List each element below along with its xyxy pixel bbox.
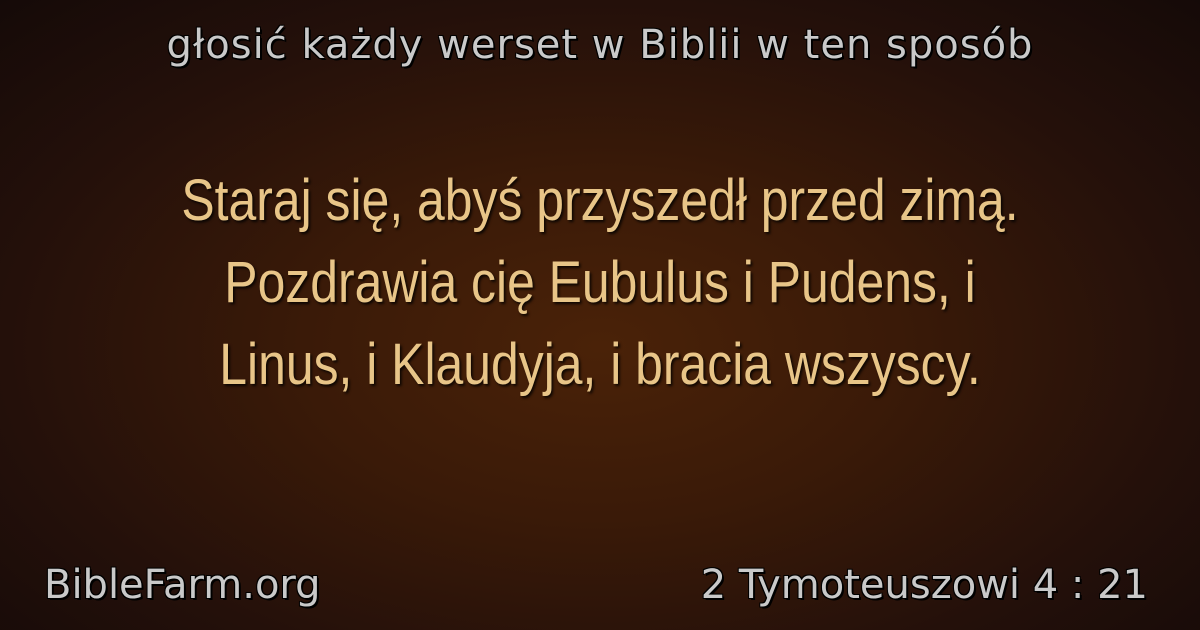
header-tagline: głosić każdy werset w Biblii w ten sposób [166, 22, 1034, 68]
verse-line-1: Staraj się, abyś przyszedł przed zimą. [181, 168, 1019, 233]
verse-reference: 2 Tymoteuszowi 4 : 21 [700, 562, 1148, 608]
verse-text [118, 160, 1081, 406]
verse-line-2: Pozdrawia cię Eubulus i Pudens, i [224, 250, 976, 315]
site-name: BibleFarm.org [44, 562, 321, 608]
verse-line-3: Linus, i Klaudyja, i bracia wszyscy. [219, 332, 981, 397]
